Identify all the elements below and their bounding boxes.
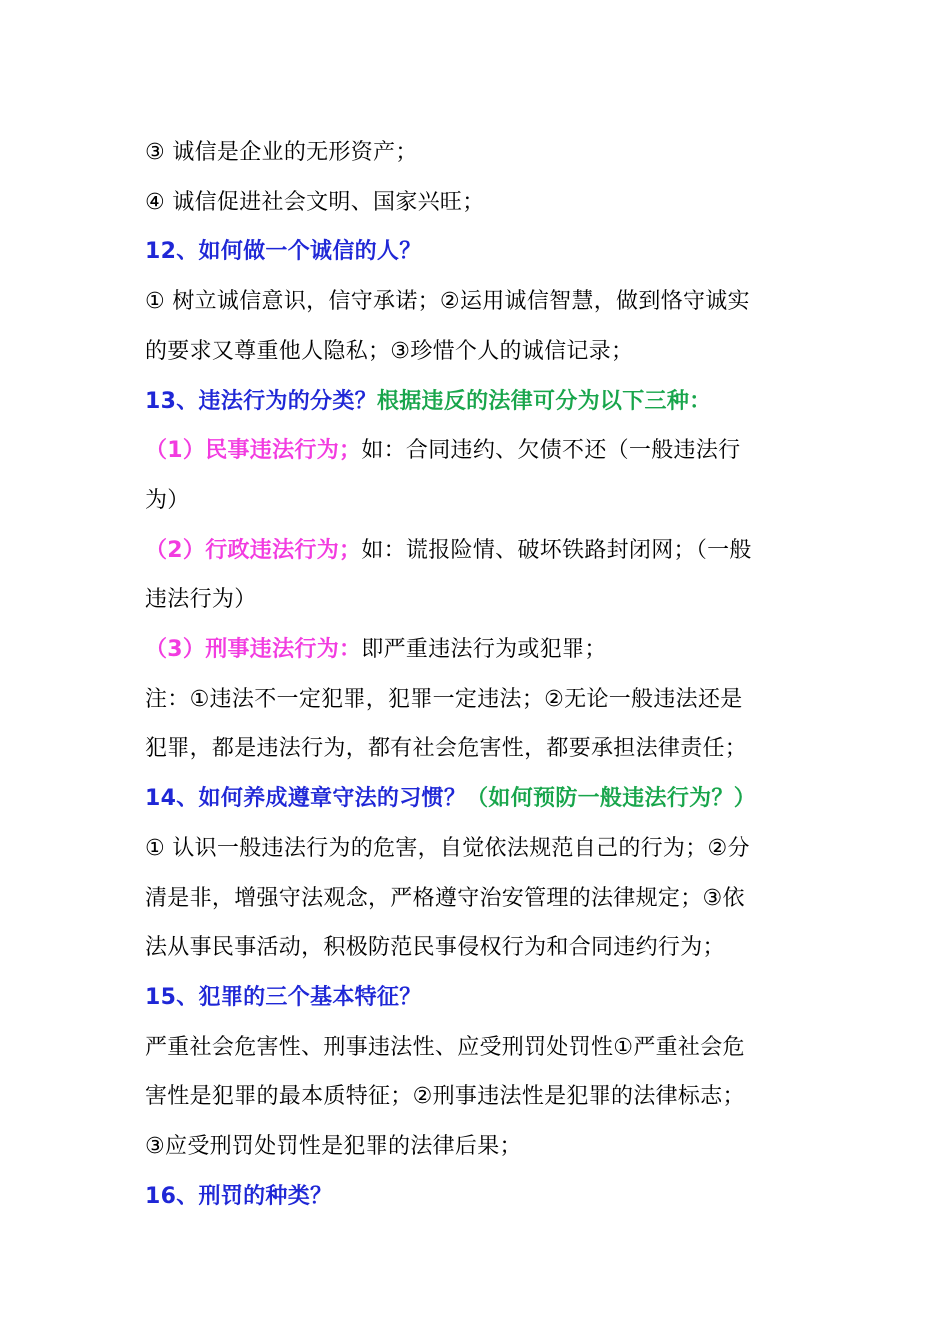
text-line: 法从事民事活动，积极防范民事侵权行为和合同违约行为；: [145, 935, 725, 961]
category-text: 如：合同违约、欠债不还（一般违法行: [361, 438, 741, 464]
category-text: 如：谎报险情、破坏铁路封闭网；（一般: [361, 537, 752, 563]
labeled-line: [145, 426, 815, 476]
text-line: 为）: [145, 487, 190, 513]
labeled-line: [145, 625, 815, 675]
heading-text: 14、如何养成遵章守法的习惯？: [145, 786, 467, 812]
text-line: 害性是犯罪的最本质特征；②刑事违法性是犯罪的法律标志；: [145, 1084, 745, 1110]
text-line: ① 认识一般违法行为的危害，自觉依法规范自己的行为；②分: [145, 835, 750, 861]
section-heading-16: 16、刑罚的种类？: [145, 1183, 333, 1209]
heading-subtext: （如何预防一般违法行为？）: [466, 786, 757, 812]
text-line: 严重社会危害性、刑事违法性、应受刑罚处罚性①严重社会危: [145, 1034, 745, 1060]
text-line: 注：①违法不一定犯罪，犯罪一定违法；②无论一般违法还是: [145, 686, 743, 712]
section-heading-13: [145, 377, 815, 427]
heading-text: 13、违法行为的分类？: [145, 388, 377, 414]
labeled-line: [145, 526, 815, 576]
heading-subtext: 根据违反的法律可分为以下三种：: [376, 388, 712, 414]
category-label: （3）刑事违法行为：: [145, 637, 362, 663]
section-heading-14: [145, 774, 815, 824]
category-label: （1）民事违法行为；: [145, 438, 362, 464]
category-text: 即严重违法行为或犯罪；: [361, 637, 607, 663]
text-line: ① 树立诚信意识，信守承诺；②运用诚信智慧，做到恪守诚实: [145, 289, 750, 315]
text-line: 犯罪，都是违法行为，都有社会危害性，都要承担法律责任；: [145, 736, 748, 762]
text-line: ③应受刑罚处罚性是犯罪的法律后果；: [145, 1134, 522, 1160]
category-label: （2）行政违法行为；: [145, 537, 362, 563]
text-line: 的要求又尊重他人隐私；③珍惜个人的诚信记录；: [145, 338, 634, 364]
document-page: [145, 128, 815, 1221]
text-line: 违法行为）: [145, 587, 257, 613]
section-heading-15: 15、犯罪的三个基本特征？: [145, 984, 422, 1010]
section-heading-12: 12、如何做一个诚信的人？: [145, 239, 422, 265]
text-line: ④ 诚信促进社会文明、国家兴旺；: [145, 189, 485, 215]
text-line: ③ 诚信是企业的无形资产；: [145, 140, 418, 165]
text-line: 清是非，增强守法观念，严格遵守治安管理的法律规定；③依: [145, 885, 745, 911]
